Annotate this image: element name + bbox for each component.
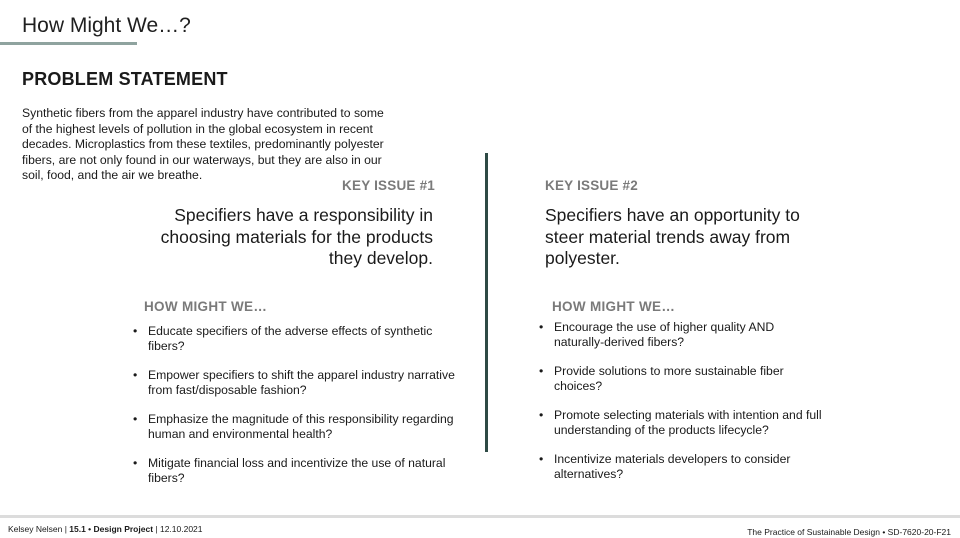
footer-divider (0, 515, 960, 518)
problem-heading: PROBLEM STATEMENT (22, 69, 228, 89)
column-divider (485, 153, 488, 452)
hmw-1-list (133, 324, 458, 500)
list-item: • Promote selecting materials with intention and full understanding of the products lifecycle? (539, 408, 824, 438)
key-issue-2-statement: Specifiers have an opportunity to steer material trends away from polyester. (545, 205, 800, 268)
hmw-2-label: HOW MIGHT WE… (552, 299, 676, 314)
footer-author: Kelsey Nelsen | (8, 524, 70, 534)
problem-text: Synthetic fibers from the apparel industry have contributed to some of the highest levels of pollution in the global ecosystem in recent decades. Microplastics from these textiles, predominantly polyester fibers, are not only found in our waterways, but they are also in our soil, food, and the air we breathe. (22, 106, 384, 182)
footer-left (8, 524, 203, 534)
footer-date: | 12.10.2021 (153, 524, 203, 534)
list-item: • Mitigate financial loss and incentivize the use of natural fibers? (133, 456, 458, 486)
list-item: • Incentivize materials developers to consider alternatives? (539, 452, 824, 482)
list-item: • Provide solutions to more sustainable fiber choices? (539, 364, 824, 394)
footer-course: The Practice of Sustainable Design • SD-7620-20-F21 (747, 527, 951, 537)
page-title: How Might We…? (22, 14, 191, 37)
list-item: • Emphasize the magnitude of this responsibility regarding human and environmental health? (133, 412, 458, 442)
footer-project: 15.1 • Design Project (69, 524, 154, 534)
key-issue-1-label: KEY ISSUE #1 (342, 178, 435, 193)
list-item: • Empower specifiers to shift the apparel industry narrative from fast/disposable fashion? (133, 368, 458, 398)
title-underline (0, 42, 137, 45)
key-issue-1-statement: Specifiers have a responsibility in choosing materials for the products they develop. (160, 205, 433, 268)
list-item: • Educate specifiers of the adverse effects of synthetic fibers? (133, 324, 458, 354)
hmw-1-label: HOW MIGHT WE… (144, 299, 268, 314)
list-item: • Encourage the use of higher quality AND naturally-derived fibers? (539, 320, 824, 350)
hmw-2-list (539, 320, 824, 496)
key-issue-2-label: KEY ISSUE #2 (545, 178, 638, 193)
